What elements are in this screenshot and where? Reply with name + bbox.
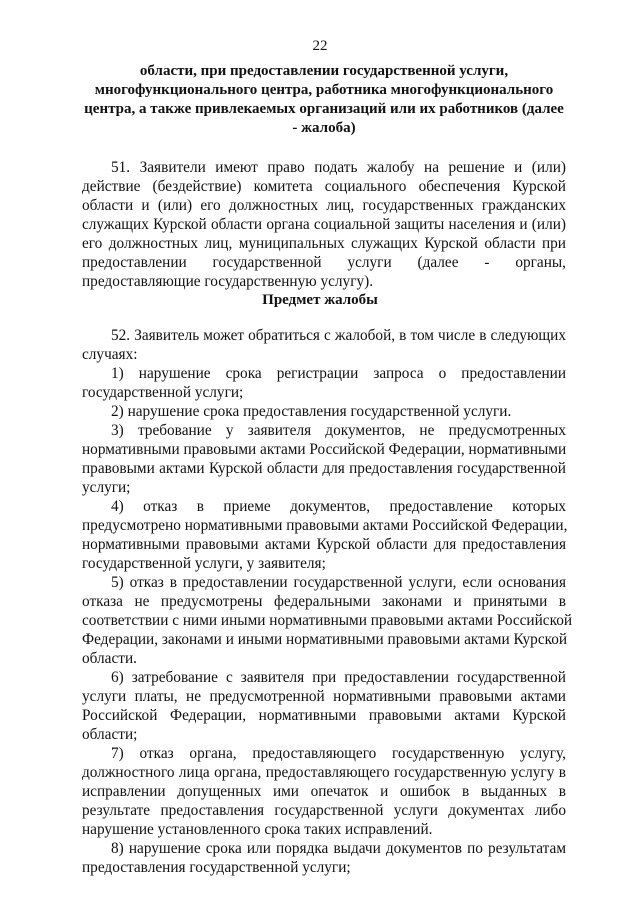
paragraph-51 [82, 158, 566, 291]
list-item-5: 5) отказ в предоставлении государственной услуги, если основания [111, 574, 566, 591]
text-line: области и (или) его должностных лиц, государственных гражданских [82, 197, 566, 214]
text-line: правовыми актами Курской области для предоставления государственной [82, 460, 566, 477]
list-item-4: 4) отказ в приеме документов, предоставление которых [111, 498, 566, 515]
heading-line: - жалоба) [292, 120, 356, 136]
section-title: Предмет жалобы [262, 292, 378, 308]
text-line: предоставлении государственной услуги (далее - органы, [82, 254, 566, 271]
text-line: 51. Заявители имеют право подать жалобу на решение и (или) [111, 159, 566, 176]
list-item-7: 7) отказ органа, предоставляющего государственную услугу, [111, 745, 566, 762]
text-line: нарушение установленного срока таких исправлений. [82, 821, 433, 838]
text-line: услуги платы, не предусмотренной нормативными правовыми актами [82, 688, 566, 705]
list-item-8: 8) нарушение срока или порядка выдачи документов по результатам [111, 840, 566, 857]
text-line: услуги; [82, 479, 131, 496]
text-line: предоставляющие государственную услугу). [82, 273, 374, 290]
list-item-2: 2) нарушение срока предоставления государственной услуги. [111, 403, 512, 420]
text-line: Федерации, законами и иными нормативными правовыми актами Курской [82, 631, 568, 648]
heading-line: многофункционального центра, работника многофункционального [94, 82, 554, 98]
text-line: отказа не предусмотрены федеральными законами и принятыми в [82, 593, 566, 610]
list-item-1: 1) нарушение срока регистрации запроса о предоставлении [111, 365, 566, 382]
text-line: действие (бездействие) комитета социального обеспечения Курской [82, 178, 566, 195]
list-item-6: 6) затребование с заявителя при предоставлении государственной [111, 669, 566, 686]
list-item-3: 3) требование у заявителя документов, не предусмотренных [111, 422, 566, 439]
text-line: соответствии с ними иными нормативными правовыми актами Российской [82, 612, 573, 629]
text-line: нормативными правовыми актами Российской Федерации, нормативными [82, 441, 567, 458]
text-line: области. [82, 650, 137, 667]
text-line: 52. Заявитель может обратиться с жалобой, в том числе в следующих [111, 327, 566, 344]
text-line: государственной услуги; [82, 384, 244, 401]
heading-line: центра, а также привлекаемых организаций или их работников (далее [84, 101, 564, 117]
text-line: его должностных лиц, муниципальных служащих Курской области при [82, 235, 566, 252]
text-line: государственной услуги, у заявителя; [82, 555, 326, 572]
heading-line: области, при предоставлении государственной услуги, [139, 63, 509, 79]
text-line: исправлении допущенных ими опечаток и ошибок в выданных в [82, 783, 566, 800]
text-line: предоставления государственной услуги; [82, 859, 351, 876]
text-line: случаях: [82, 346, 138, 363]
text-line: должностного лица органа, предоставляющего государственную услугу в [82, 764, 566, 781]
text-line: предусмотрено нормативными правовыми актами Российской Федерации, [82, 517, 568, 534]
text-line: нормативными правовыми актами Курской области для предоставления [82, 536, 566, 553]
text-line: служащих Курской области органа социальной защиты населения и (или) [82, 216, 566, 233]
page-number: 22 [312, 38, 328, 54]
paragraph-52 [82, 326, 573, 877]
text-line: Российской Федерации, нормативными правовыми актами Курской [82, 707, 566, 724]
text-line: области; [82, 726, 138, 743]
section-heading-continuation [82, 62, 566, 138]
text-line: результате предоставления государственной услуги документах либо [82, 802, 566, 819]
